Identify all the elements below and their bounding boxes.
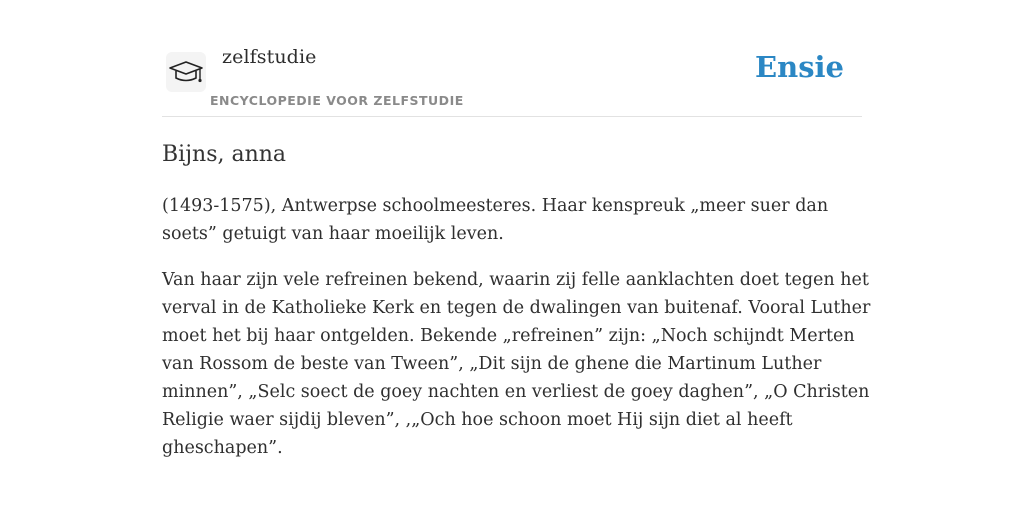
article-title: Bijns, anna (162, 142, 287, 167)
article-paragraph: (1493-1575), Antwerpse schoolmeesteres. Haar kenspreuk „meer suer dan soets” getuigt van haar moeilijk leven. (162, 196, 829, 244)
brand-logo-link[interactable]: Ensie (755, 50, 844, 84)
site-header (162, 40, 862, 117)
article-paragraph: Van haar zijn vele refreinen bekend, waarin zij felle aanklachten doet tegen het verval in de Katholieke Kerk en tegen de dwalingen van buitenaf. Vooral Luther moet het bij haar ontgelden. Bekende „refreinen” zijn: „Noch schijndt Merten van Rossom de beste van Tween”, „Dit sijn de ghene die Martinum Luther minnen”, „Selc soect de goey nachten en verliest de goey daghen”, „O Christen Religie waer sijdij bleven”, ,„Och hoe schoon moet Hij sijn diet al heeft gheschapen”. (162, 270, 871, 458)
site-tagline: ENCYCLOPEDIE VOOR ZELFSTUDIE (210, 93, 464, 108)
site-name[interactable]: zelfstudie (222, 46, 317, 68)
graduation-cap-icon[interactable] (166, 52, 206, 92)
article (162, 140, 874, 462)
